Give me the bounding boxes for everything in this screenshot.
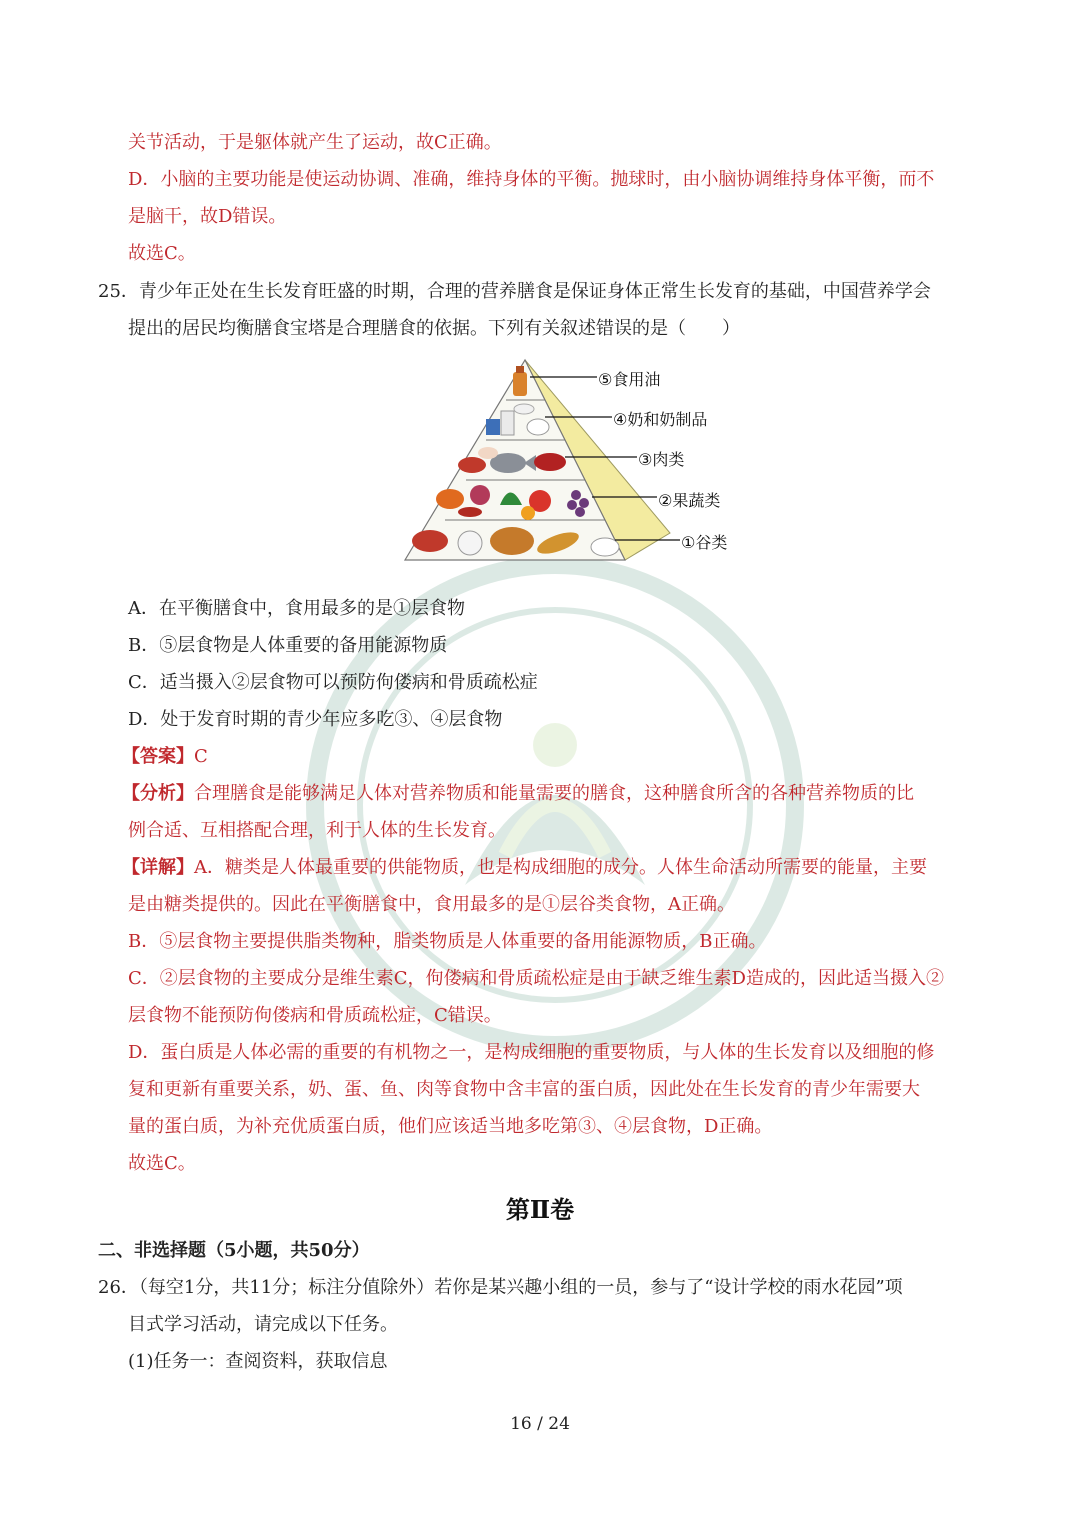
text-line: 关节活动，于是躯体就产生了运动，故C正确。 — [128, 132, 502, 153]
detail-line: 复和更新有重要关系，奶、蛋、鱼、肉等食物中含丰富的蛋白质，因此处在生长发育的青少年需要大 — [128, 1079, 920, 1100]
option-d: D．处于发育时期的青少年应多吃③、④层食物 — [128, 709, 503, 730]
detail-line: 是由糖类提供的。因此在平衡膳食中，食用最多的是①层谷类食物，A正确。 — [128, 894, 735, 915]
detail-line: D．蛋白质是人体必需的重要的有机物之一，是构成细胞的重要物质，与人体的生长发育以及细胞的修 — [128, 1042, 935, 1063]
part-heading: 二、非选择题（5小题，共50分） — [98, 1240, 370, 1261]
pyramid-label-oil: ⑤食用油 — [598, 370, 661, 389]
pyramid-label-meat: ③肉类 — [638, 450, 685, 469]
answer-value: C — [194, 746, 208, 767]
question-26-task: (1)任务一：查阅资料，获取信息 — [128, 1351, 388, 1372]
pyramid-label-dairy: ④奶和奶制品 — [613, 410, 708, 429]
detail-line: B．⑤层食物主要提供脂类物种，脂类物质是人体重要的备用能源物质，B正确。 — [128, 931, 767, 952]
detail-line: 量的蛋白质，为补充优质蛋白质，他们应该适当地多吃第③、④层食物，D正确。 — [128, 1116, 773, 1137]
detail-line — [122, 856, 927, 880]
question-26-stem: 26．（每空1分，共11分；标注分值除外）若你是某兴趣小组的一员，参与了“设计学校的雨水花园”项 — [98, 1277, 903, 1298]
section-title: 第Ⅱ卷 — [505, 1195, 575, 1224]
pyramid-label-fruit-veg: ②果蔬类 — [658, 491, 721, 510]
detail-text: A．糖类是人体最重要的供能物质，也是构成细胞的成分。人体生命活动所需要的能量，主要 — [194, 857, 927, 878]
detail-tag: 【详解】 — [122, 857, 194, 878]
answer-tag: 【答案】 — [122, 746, 194, 767]
detail-line: 故选C。 — [128, 1153, 196, 1174]
question-25-stem: 25．青少年正处在生长发育旺盛的时期，合理的营养膳食是保证身体正常生长发育的基础，中国营养学会 — [98, 281, 931, 302]
answer-line — [122, 745, 208, 769]
option-a: A．在平衡膳食中，食用最多的是①层食物 — [128, 598, 465, 619]
text-line: 故选C。 — [128, 243, 196, 264]
option-c: C．适当摄入②层食物可以预防佝偻病和骨质疏松症 — [128, 672, 538, 693]
pyramid-label-grains: ①谷类 — [681, 533, 728, 552]
analysis-line — [122, 782, 914, 806]
analysis-line: 例合适、互相搭配合理，利于人体的生长发育。 — [128, 820, 506, 841]
option-b: B．⑤层食物是人体重要的备用能源物质 — [128, 635, 448, 656]
question-26-stem: 目式学习活动，请完成以下任务。 — [128, 1314, 398, 1335]
question-25-stem: 提出的居民均衡膳食宝塔是合理膳食的依据。下列有关叙述错误的是（ ） — [128, 318, 740, 339]
detail-line: C．②层食物的主要成分是维生素C，佝偻病和骨质疏松症是由于缺乏维生素D造成的，因此适当摄入② — [128, 968, 944, 989]
analysis-tag: 【分析】 — [122, 783, 194, 804]
page-number: 16 / 24 — [510, 1414, 570, 1434]
analysis-text: 合理膳食是能够满足人体对营养物质和能量需要的膳食，这种膳食所含的各种营养物质的比 — [194, 783, 914, 804]
text-line: 是脑干，故D错误。 — [128, 206, 287, 227]
detail-line: 层食物不能预防佝偻病和骨质疏松症，C错误。 — [128, 1005, 502, 1026]
text-line: D．小脑的主要功能是使运动协调、准确，维持身体的平衡。抛球时，由小脑协调维持身体平衡，而不 — [128, 169, 935, 190]
